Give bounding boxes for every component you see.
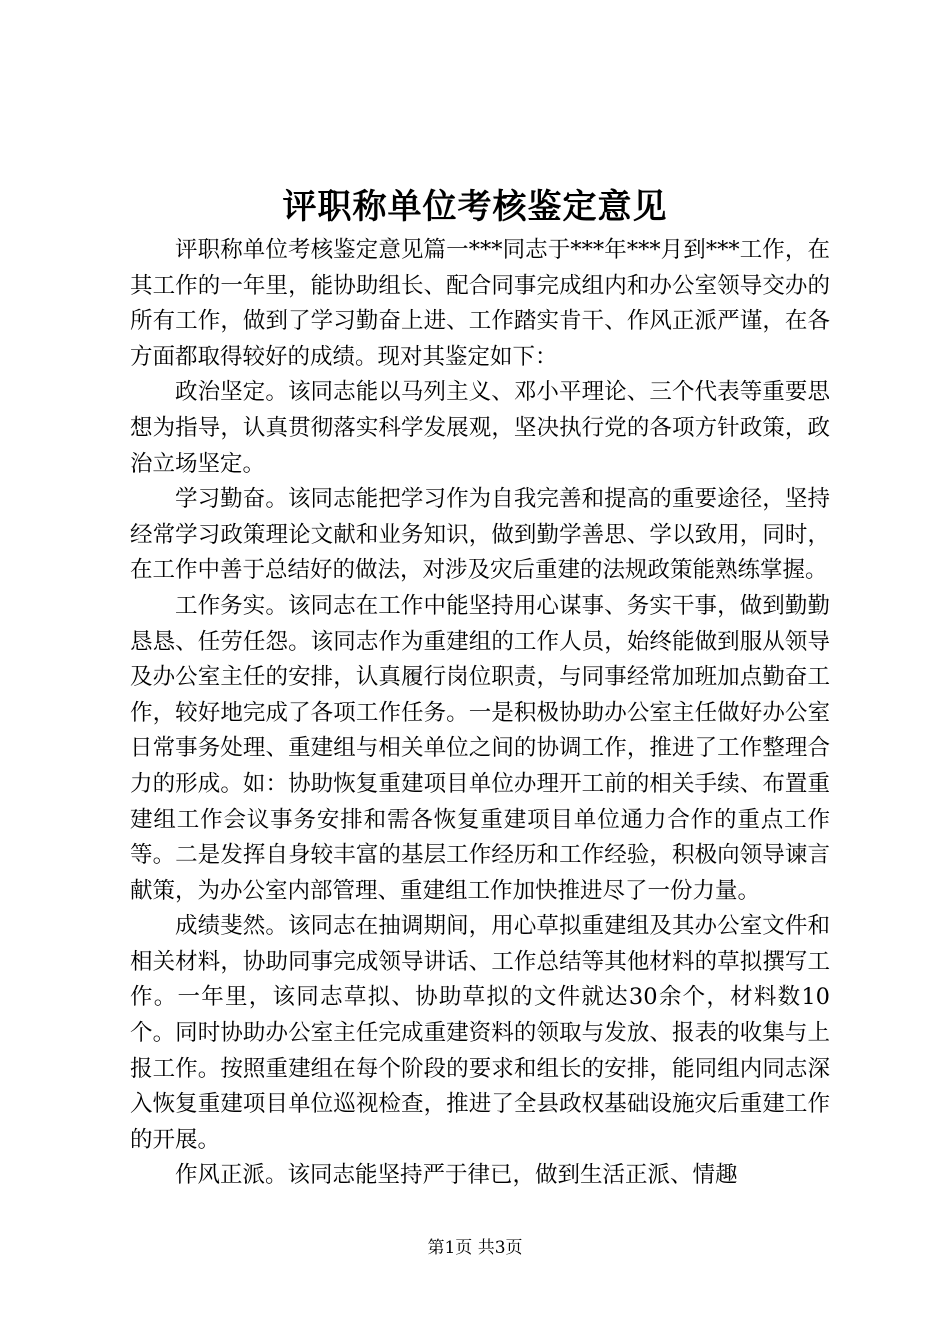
- paragraph-work: 工作务实。该同志在工作中能坚持用心谋事、务实干事，做到勤勤恳恳、任劳任怨。该同志作为重建组的工作人员，始终能做到服从领导及办公室主任的安排，认真履行岗位职责，与同事经常加班加点勤奋工作，较好地完成了各项工作任务。一是积极协助办公室主任做好办公室日常事务处理、重建组与相关单位之间的协调工作，推进了工作整理合力的形成。如：协助恢复重建项目单位办理开工前的相关手续、布置重建组工作会议事务安排和需各恢复重建项目单位通力合作的重点工作等。二是发挥自身较丰富的基层工作经历和工作经验，积极向领导谏言献策，为办公室内部管理、重建组工作加快推进尽了一份力量。: [130, 592, 830, 904]
- paragraph-politics: 政治坚定。该同志能以马列主义、邓小平理论、三个代表等重要思想为指导，认真贯彻落实科学发展观，坚决执行党的各项方针政策，政治立场坚定。: [130, 379, 830, 477]
- document-body: [130, 233, 830, 1194]
- paragraph-conduct: 作风正派。该同志能坚持严于律已，做到生活正派、情趣: [175, 1162, 738, 1189]
- paragraph-intro: 评职称单位考核鉴定意见篇一***同志于***年***月到***工作，在其工作的一年里，能协助组长、配合同事完成组内和办公室领导交办的所有工作，做到了学习勤奋上进、工作踏实肯干、作风正派严谨，在各方面都取得较好的成绩。现对其鉴定如下：: [130, 237, 830, 370]
- paragraph-achievements: 成绩斐然。该同志在抽调期间，用心草拟重建组及其办公室文件和相关材料，协助同事完成领导讲话、工作总结等其他材料的草拟撰写工作。一年里，该同志草拟、协助草拟的文件就达30余个，材料数10个。同时协助办公室主任完成重建资料的领取与发放、报表的收集与上报工作。按照重建组在每个阶段的要求和组长的安排，能同组内同志深入恢复重建项目单位巡视检查，推进了全县政权基础设施灾后重建工作的开展。: [130, 913, 830, 1153]
- page-footer: 第1页 共3页: [427, 1238, 523, 1258]
- document-title: 评职称单位考核鉴定意见: [282, 187, 668, 227]
- paragraph-study: 学习勤奋。该同志能把学习作为自我完善和提高的重要途径，坚持经常学习政策理论文献和业务知识，做到勤学善思、学以致用，同时，在工作中善于总结好的做法，对涉及灾后重建的法规政策能熟练掌握。: [130, 486, 830, 584]
